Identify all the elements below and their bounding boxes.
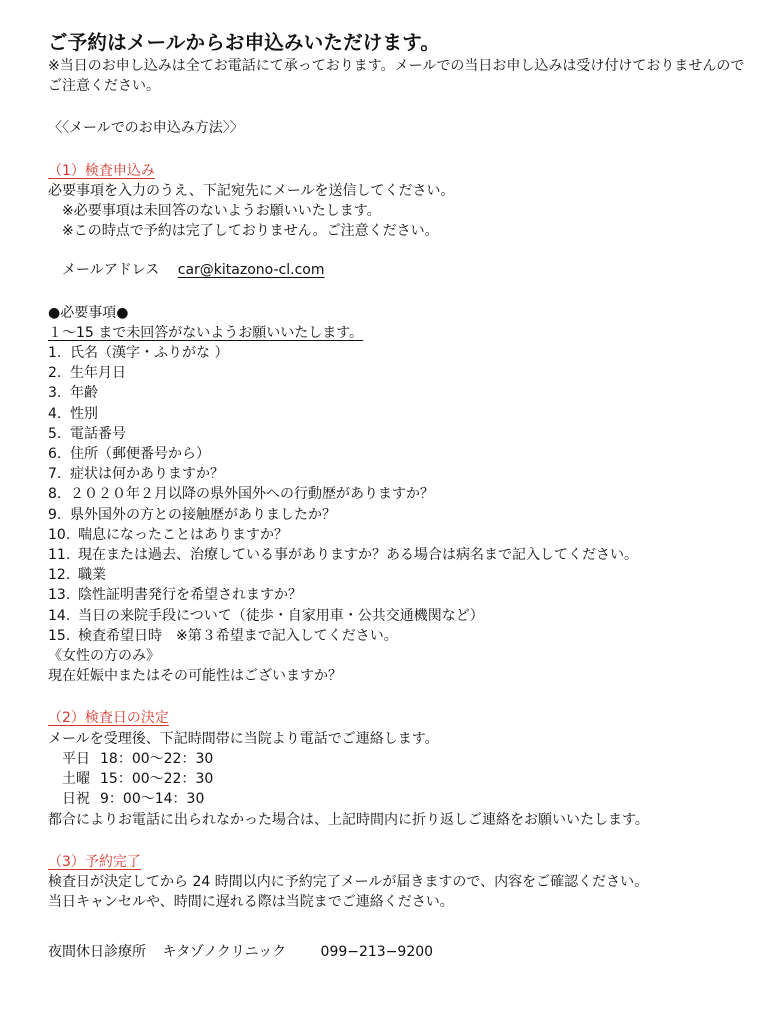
list-item: 6. 住所（郵便番号から） <box>48 446 210 463</box>
page-title: ご予約はメールからお申込みいただけます。 <box>48 31 441 54</box>
list-item: 8. ２０２０年２月以降の県外国外への行動歴がありますか？ <box>48 486 434 503</box>
list-item: 15. 検査希望日時 ※第３希望まで記入してください。 <box>48 627 398 644</box>
document-page <box>48 30 748 963</box>
clinic-name: キタゾノクリニック <box>162 944 287 961</box>
call-time-row: 日祝 9：00〜14：30 <box>62 791 205 808</box>
list-item: 2. 生年月日 <box>48 365 126 382</box>
clinic-type: 夜間休日診療所 <box>48 944 146 961</box>
list-item: 9. 県外国外の方との接触歴がありましたか？ <box>48 506 336 523</box>
requirements-subtitle: １〜15 まで未回答がないようお願いいたします。 <box>48 324 364 341</box>
call-time-row: 平日 18：00〜22：30 <box>62 750 214 767</box>
step3-title: （3）予約完了 <box>48 853 141 870</box>
step2-instruction: メールを受理後、下記時間帯に当院より電話でご連絡します。 <box>48 730 439 747</box>
step1-note-required: ※必要事項は未回答のないようお願いいたします。 <box>62 203 381 220</box>
list-item: 11. 現在または過去、治療している事がありますか？ある場合は病名まで記入してください。 <box>48 547 638 564</box>
email-label: メールアドレス <box>62 262 160 279</box>
step1-instruction: 必要事項を入力のうえ、下記宛先にメールを送信してください。 <box>48 182 455 199</box>
step3-cancel-note: 当日キャンセルや、時間に遅れる際は当院までご連絡ください。 <box>48 894 454 911</box>
female-only-question: 現在妊娠中またはその可能性はございますか？ <box>48 668 342 685</box>
step3-confirmation-note: 検査日が決定してから 24 時間以内に予約完了メールが届きますので、内容をご確認ください。 <box>48 873 649 890</box>
list-item: 1. 氏名（漢字・ふりがな ） <box>48 345 229 362</box>
female-only-title: 《女性の方のみ》 <box>48 648 160 665</box>
email-row <box>48 260 748 280</box>
list-item: 5. 電話番号 <box>48 425 126 442</box>
clinic-footer <box>48 942 748 962</box>
requirements-list <box>48 343 748 646</box>
step1-title: （1）検査申込み <box>48 162 155 179</box>
call-time-list <box>48 749 748 810</box>
list-item: 13. 陰性証明書発行を希望されますか？ <box>48 587 302 604</box>
requirements-section <box>48 303 748 687</box>
list-item: 3. 年齢 <box>48 385 98 402</box>
email-link[interactable]: car@kitazono-cl.com <box>177 262 325 279</box>
step2-title: （2）検査日の決定 <box>48 710 169 727</box>
step1-note-incomplete: ※この時点で予約は完了しておりません。ご注意ください。 <box>62 223 439 240</box>
step1-section <box>48 161 748 281</box>
list-item: 10. 喘息になったことはありますか？ <box>48 526 288 543</box>
step2-callback-note: 都合によりお電話に出られなかった場合は、上記時間内に折り返しご連絡をお願いいたします。 <box>48 811 649 828</box>
clinic-phone[interactable]: 099−213−9200 <box>320 944 434 961</box>
list-item: 7. 症状は何かありますか？ <box>48 466 224 483</box>
list-item: 4. 性別 <box>48 405 98 422</box>
same-day-notice: ※当日のお申し込みは全てお電話にて承っております。メールでの当日お申し込みは受け付けておりませんのでご注意ください。 <box>48 58 745 95</box>
requirements-title: ●必要事項● <box>48 304 129 321</box>
list-item: 14. 当日の来院手段について（徒歩・自家用車・公共交通機関など） <box>48 607 484 624</box>
step2-section <box>48 708 748 829</box>
call-time-row: 土曜 15：00〜22：30 <box>62 771 214 788</box>
step3-section <box>48 852 748 913</box>
list-item: 12. 職業 <box>48 567 106 584</box>
method-title: 〈〈メールでのお申込み方法〉〉 <box>48 120 244 137</box>
